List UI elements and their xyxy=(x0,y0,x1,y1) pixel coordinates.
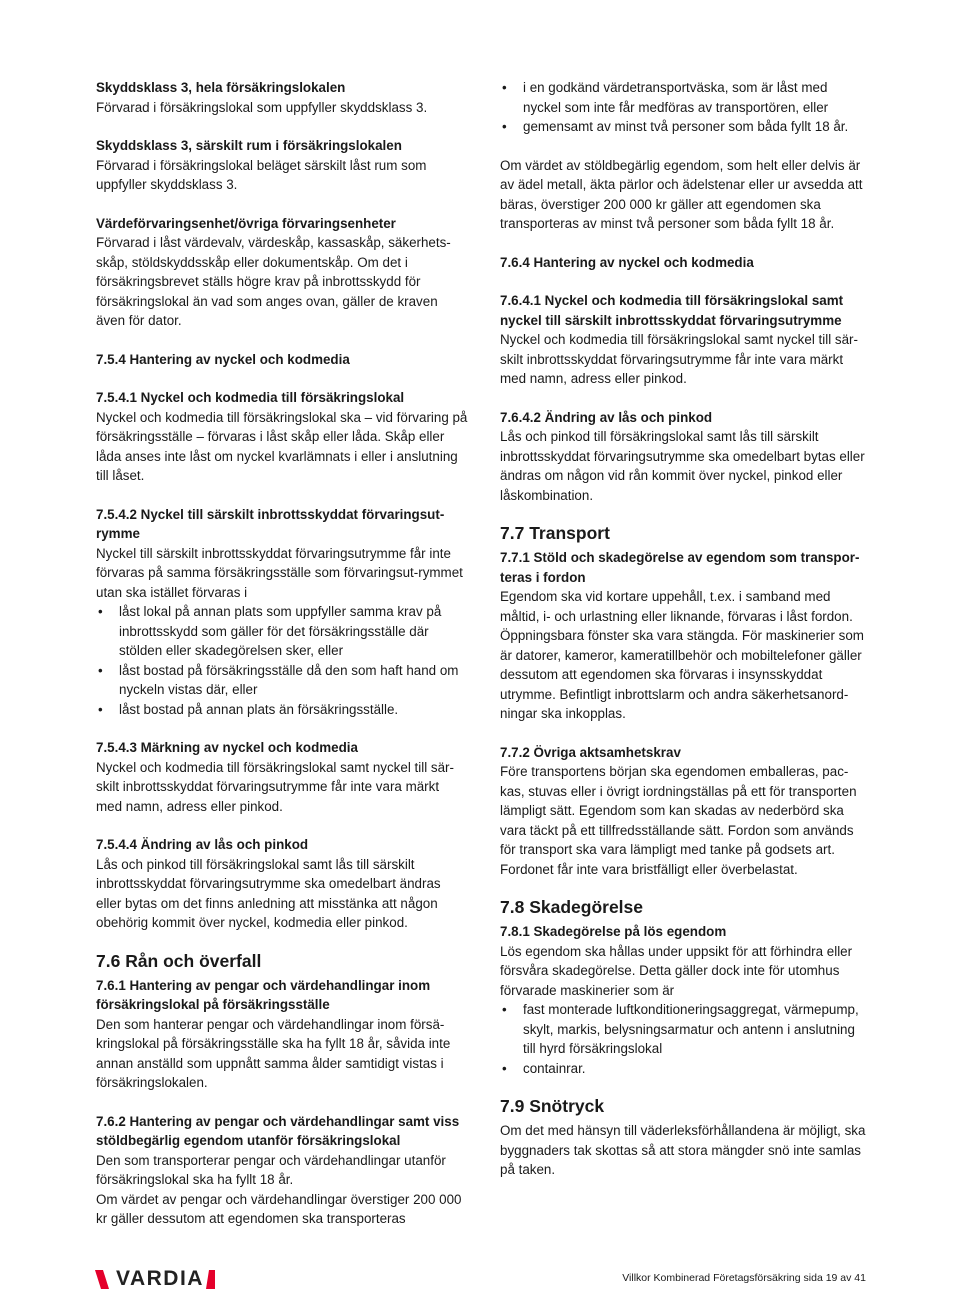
section-7-5-4-1 xyxy=(96,388,468,486)
heading: 7.7.1 Stöld och skadegörelse av egendom som transpor-teras i fordon xyxy=(500,550,860,585)
paragraph: Förvarad i försäkringslokal som uppfyller skyddsklass 3. xyxy=(96,99,428,115)
paragraph: Nyckel och kodmedia till försäkringslokal ska – vid förvaring på försäkringsställe – förvaras i låst skåp eller låda. Skåp eller låda anses inte låst om nyckel kvarlämnats i eller i anslutning till låset. xyxy=(96,409,468,483)
paragraph: Före transportens början ska egendomen emballeras, pac-kas, stuvas eller i övrigt iordningställas på ett för transporten lämpligt sätt. Egendom som kan skadas av nederbörd ska vara täckt på ett tillfredsställande sätt. Fordon som används för transport ska vara lämpligt med tanke på godsets art. Fordonet får inte vara bristfälligt eller överbelastat. xyxy=(500,764,857,877)
logo-wordmark: VARDIA xyxy=(116,1267,204,1290)
heading-7-6: 7.6 Rån och överfall xyxy=(96,950,262,971)
paragraph: Förvarad i låst värdevalv, värdeskåp, kassaskåp, säkerhets-skåp, stöldskyddsskåp eller dokumentskåp. Om det i försäkringsbrevet ställs högre krav på inbrottsskydd för försäkringslokal än vad som anges ovan, gäller de kraven även för dator. xyxy=(96,235,451,328)
list-item: • låst bostad på försäkringsställe då den som haft hand om nyckeln vistas där, eller xyxy=(96,661,468,700)
bullet-list xyxy=(500,1000,868,1078)
paragraph: Förvarad i försäkringslokal beläget särskilt låst rum som uppfyller skyddsklass 3. xyxy=(96,157,427,192)
page-footer-text: Villkor Kombinerad Företagsförsäkring sida 19 av 41 xyxy=(622,1272,866,1284)
heading: 7.5.4.4 Ändring av lås och pinkod xyxy=(96,837,309,852)
paragraph: Lås och pinkod till försäkringslokal samt lås till särskilt inbrottsskyddat förvaringsutrymme ska omedelbart ändras eller bytas om det finns anledning att misstänka att någon obehörig kommit över nyckel, kodmedia eller pinkod. xyxy=(96,856,441,930)
section-vardeforvaring xyxy=(96,214,468,331)
bullet-list xyxy=(500,78,868,137)
heading: 7.5.4.2 Nyckel till särskilt inbrottsskyddat förvaringsut-rymme xyxy=(96,506,445,541)
paragraph: Nyckel och kodmedia till försäkringslokal samt nyckel till sär-skilt inbrottsskyddat förvaringsutrymme får inte vara märkt med namn, adress eller pinkod. xyxy=(96,759,454,814)
paragraph: Om det med hänsyn till väderleksförhållandena är möjligt, ska byggnaders tak skottas så att stora mängder snö inte samlas på taken. xyxy=(500,1123,866,1177)
section-7-7-2 xyxy=(500,743,868,880)
heading: 7.5.4.3 Märkning av nyckel och kodmedia xyxy=(96,740,358,755)
heading-7-7: 7.7 Transport xyxy=(500,523,610,543)
section-7-5-4-4 xyxy=(96,835,468,933)
heading: 7.6.2 Hantering av pengar och värdehandlingar samt viss stöldbegärlig egendom utanför försäkringslokal xyxy=(96,1113,460,1148)
section-7-6-1 xyxy=(96,976,468,1093)
list-item: • låst bostad på annan plats än försäkringsställe. xyxy=(96,700,468,720)
logo-mark-icon xyxy=(95,1270,115,1289)
bullet-list xyxy=(96,602,468,719)
section-7-5-4-3 xyxy=(96,738,468,816)
section-7-8-1 xyxy=(500,922,868,1078)
heading: Skyddsklass 3, särskilt rum i försäkringslokalen xyxy=(96,138,402,153)
heading-7-5-4: 7.5.4 Hantering av nyckel och kodmedia xyxy=(96,351,350,367)
section-skyddsklass-hela xyxy=(96,78,468,117)
section-7-6-4-2 xyxy=(500,408,868,506)
paragraph: Om värdet av stöldbegärlig egendom, som helt eller delvis är av ädel metall, äkta pärlor och ädelstenar eller ur avsedda att bäras, överstiger 200 000 kr gäller att egendomen ska transporteras av minst två personer som båda fyllt 18 år. xyxy=(500,157,863,231)
heading-7-8: 7.8 Skadegörelse xyxy=(500,897,643,917)
paragraph: Lös egendom ska hållas under uppsikt för att förhindra eller försvåra skadegörelse. Detta gäller dock inte för utomhus förvarade maskinerier som är xyxy=(500,943,853,998)
heading: 7.6.4.2 Ändring av lås och pinkod xyxy=(500,409,713,425)
paragraph: Nyckel och kodmedia till försäkringslokal samt nyckel till sär-skilt inbrottsskyddat förvaringsutrymme får inte vara märkt med namn, adress eller pinkod. xyxy=(500,332,858,386)
paragraph: Om värdet av pengar och värdehandlingar överstiger 200 000 kr gäller dessutom att egendomen ska transporteras xyxy=(96,1191,462,1226)
list-item: • containrar. xyxy=(500,1059,868,1079)
section-skyddsklass-rum xyxy=(96,136,468,195)
heading: 7.6.4.1 Nyckel och kodmedia till försäkringslokal samt nyckel till särskilt inbrottsskyddat förvaringsutrymme xyxy=(500,293,844,328)
paragraph: Den som transporterar pengar och värdehandlingar utanför försäkringslokal ska ha fyllt 18 år. xyxy=(96,1152,446,1187)
heading: Skyddsklass 3, hela försäkringslokalen xyxy=(96,80,346,95)
heading: 7.6.1 Hantering av pengar och värdehandlingar inom försäkringslokal på försäkringsställe xyxy=(96,977,431,1012)
paragraph: Den som hanterar pengar och värdehandlingar inom försä-kringslokal på försäkringsställe ska ha fyllt 18 år, såvida inte annan anställd som uppnått samma ålder samtidigt vistas i försäkringslokalen. xyxy=(96,1016,451,1090)
paragraph: Egendom ska vid kortare uppehåll, t.ex. i samband med måltid, i- och urlastning eller liknande, förvaras i låst fordon. Öppningsbara fönster ska vara stängda. För maskinerier som är datorer, kameror, kameratillbehör och mobiltelefoner gäller dessutom att egendomen ska förvaras i insynsskyddat utrymme. Befintligt inbrottslarm och andra säkerhetsanord-ningar ska inkopplas. xyxy=(500,589,864,721)
logo-end-mark-icon xyxy=(206,1270,215,1289)
section-7-7-1 xyxy=(500,548,868,724)
heading-7-6-4: 7.6.4 Hantering av nyckel och kodmedia xyxy=(500,254,754,270)
section-7-6-4-1 xyxy=(500,291,868,389)
heading-7-9: 7.9 Snötryck xyxy=(500,1096,605,1116)
left-column xyxy=(96,78,468,1229)
paragraph: Lås och pinkod till försäkringslokal samt lås till särskilt inbrottsskyddat förvaringsutrymme ska omedelbart bytas eller ändras om någon vid rån kommit över nyckel, pinkod eller låskombination. xyxy=(500,429,865,503)
section-7-5-4-2 xyxy=(96,505,468,720)
list-item: • gemensamt av minst två personer som båda fyllt 18 år. xyxy=(500,117,868,137)
list-item: • i en godkänd värdetransportväska, som är låst med nyckel som inte får medföras av transportören, eller xyxy=(500,78,868,117)
heading: 7.5.4.1 Nyckel och kodmedia till försäkringslokal xyxy=(96,390,405,405)
right-column xyxy=(500,78,868,1180)
list-item: • fast monterade luftkonditioneringsaggregat, värmepump, skylt, markis, belysningsarmatur och antenn i anslutning till hyrd försäkringslokal xyxy=(500,1000,868,1059)
heading: Värdeförvaringsenhet/övriga förvaringsenheter xyxy=(96,215,396,231)
heading: 7.7.2 Övriga aktsamhetskrav xyxy=(500,744,681,760)
vardia-logo xyxy=(95,1268,215,1290)
list-item: • låst lokal på annan plats som uppfyller samma krav på inbrottsskydd som gäller för det försäkringsställe där stölden eller skadegörelsen sker, eller xyxy=(96,602,468,661)
section-7-6-2 xyxy=(96,1112,468,1229)
paragraph: Nyckel till särskilt inbrottsskyddat förvaringsutrymme får inte förvaras på samma försäkringsställe som förvaringsut-rymmet utan ska istället förvaras i xyxy=(96,545,463,600)
heading: 7.8.1 Skadegörelse på lös egendom xyxy=(500,924,727,939)
